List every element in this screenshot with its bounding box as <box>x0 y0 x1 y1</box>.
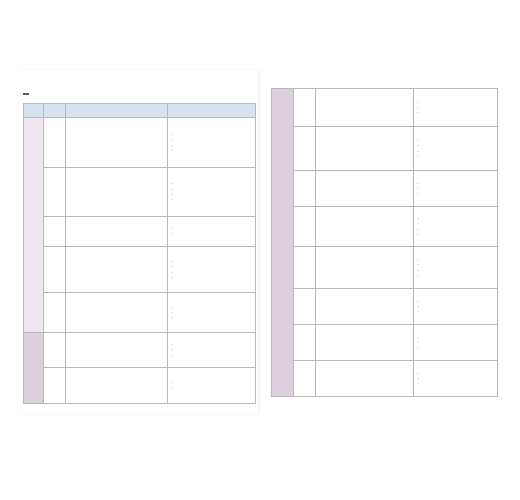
subcategory <box>294 289 316 325</box>
example-list <box>168 246 256 292</box>
usage-text <box>66 293 168 333</box>
example-item: ・ <box>416 298 420 304</box>
table-row <box>24 168 256 216</box>
subcategory <box>294 89 316 127</box>
example-item: ・ <box>416 143 420 149</box>
header-minor-category <box>44 104 66 118</box>
example-list <box>414 247 498 289</box>
example-item: ・ <box>416 180 420 186</box>
example-item: ・ <box>416 153 420 159</box>
example-item: ・ <box>416 221 420 227</box>
example-item: ・ <box>170 137 174 143</box>
example-item: ・ <box>416 137 420 143</box>
example-list <box>168 216 256 246</box>
table-row <box>272 89 498 127</box>
example-item: ・ <box>170 347 174 353</box>
example-item: ・ <box>416 148 420 154</box>
example-list <box>414 325 498 361</box>
subcategory <box>44 118 66 168</box>
example-item: ・ <box>170 380 174 386</box>
example-item: ・ <box>416 104 420 110</box>
usage-text <box>316 289 414 325</box>
subcategory <box>294 247 316 289</box>
example-item: ・ <box>416 185 420 191</box>
example-item: ・ <box>416 303 420 309</box>
table-row <box>24 367 256 403</box>
subcategory <box>44 293 66 333</box>
table-row <box>24 246 256 292</box>
example-list <box>414 171 498 207</box>
figure-label <box>23 93 29 95</box>
connector-table-right <box>271 88 498 397</box>
example-item: ・ <box>170 225 174 231</box>
category-content <box>272 89 294 397</box>
connector-table-left <box>23 103 256 404</box>
example-item: ・ <box>170 231 174 237</box>
example-item: ・ <box>170 186 174 192</box>
usage-text <box>66 333 168 367</box>
example-list <box>414 361 498 397</box>
subcategory <box>44 333 66 367</box>
subcategory <box>294 361 316 397</box>
subcategory <box>294 207 316 247</box>
example-item: ・ <box>416 267 420 273</box>
example-list <box>414 207 498 247</box>
example-list <box>414 89 498 127</box>
example-item: ・ <box>170 264 174 270</box>
header-examples <box>168 104 256 118</box>
example-item: ・ <box>170 181 174 187</box>
example-item: ・ <box>416 256 420 262</box>
usage-text <box>316 361 414 397</box>
example-item: ・ <box>170 342 174 348</box>
subcategory <box>294 171 316 207</box>
example-item: ・ <box>416 345 420 351</box>
category-logic <box>24 118 44 333</box>
table-row <box>272 325 498 361</box>
subcategory <box>294 325 316 361</box>
usage-text <box>66 168 168 216</box>
subcategory <box>44 246 66 292</box>
usage-text <box>66 246 168 292</box>
example-item: ・ <box>170 132 174 138</box>
table-row <box>24 216 256 246</box>
example-item: ・ <box>416 215 420 221</box>
example-list <box>168 293 256 333</box>
usage-text <box>66 216 168 246</box>
right-page <box>268 70 500 414</box>
example-item: ・ <box>170 304 174 310</box>
usage-text <box>316 127 414 171</box>
table-row <box>272 247 498 289</box>
example-list <box>414 127 498 171</box>
usage-text <box>316 325 414 361</box>
usage-text <box>316 171 414 207</box>
example-item: ・ <box>416 375 420 381</box>
example-item: ・ <box>170 197 174 203</box>
example-item: ・ <box>416 381 420 387</box>
example-list <box>168 118 256 168</box>
table-row <box>24 118 256 168</box>
example-list <box>168 333 256 367</box>
usage-text <box>66 367 168 403</box>
example-list <box>168 367 256 403</box>
subcategory <box>44 168 66 216</box>
example-item: ・ <box>170 147 174 153</box>
example-item: ・ <box>416 110 420 116</box>
example-item: ・ <box>170 352 174 358</box>
example-item: ・ <box>416 191 420 197</box>
table-row <box>272 289 498 325</box>
category-content <box>24 333 44 404</box>
example-item: ・ <box>170 315 174 321</box>
usage-text <box>66 118 168 168</box>
example-item: ・ <box>170 310 174 316</box>
table-row <box>272 171 498 207</box>
example-list <box>168 168 256 216</box>
example-item: ・ <box>170 385 174 391</box>
example-item: ・ <box>170 258 174 264</box>
example-item: ・ <box>416 99 420 105</box>
example-item: ・ <box>416 334 420 340</box>
example-item: ・ <box>416 272 420 278</box>
example-item: ・ <box>170 274 174 280</box>
table-row <box>24 293 256 333</box>
example-item: ・ <box>170 192 174 197</box>
subcategory <box>44 367 66 403</box>
example-item: ・ <box>170 142 174 148</box>
left-page <box>18 70 258 414</box>
example-item: ・ <box>416 370 420 376</box>
example-item: ・ <box>170 269 174 275</box>
usage-text <box>316 89 414 127</box>
example-item: ・ <box>416 226 420 232</box>
example-list <box>414 289 498 325</box>
example-item: ・ <box>416 262 420 268</box>
table-row <box>272 127 498 171</box>
usage-text <box>316 247 414 289</box>
example-item: ・ <box>416 339 420 345</box>
header-major-category <box>24 104 44 118</box>
table-row <box>272 361 498 397</box>
subcategory <box>44 216 66 246</box>
subcategory <box>294 127 316 171</box>
header-usage <box>66 104 168 118</box>
table-row <box>24 333 256 367</box>
example-item: ・ <box>416 309 420 315</box>
usage-text <box>316 207 414 247</box>
table-row <box>272 207 498 247</box>
example-item: ・ <box>416 231 420 237</box>
